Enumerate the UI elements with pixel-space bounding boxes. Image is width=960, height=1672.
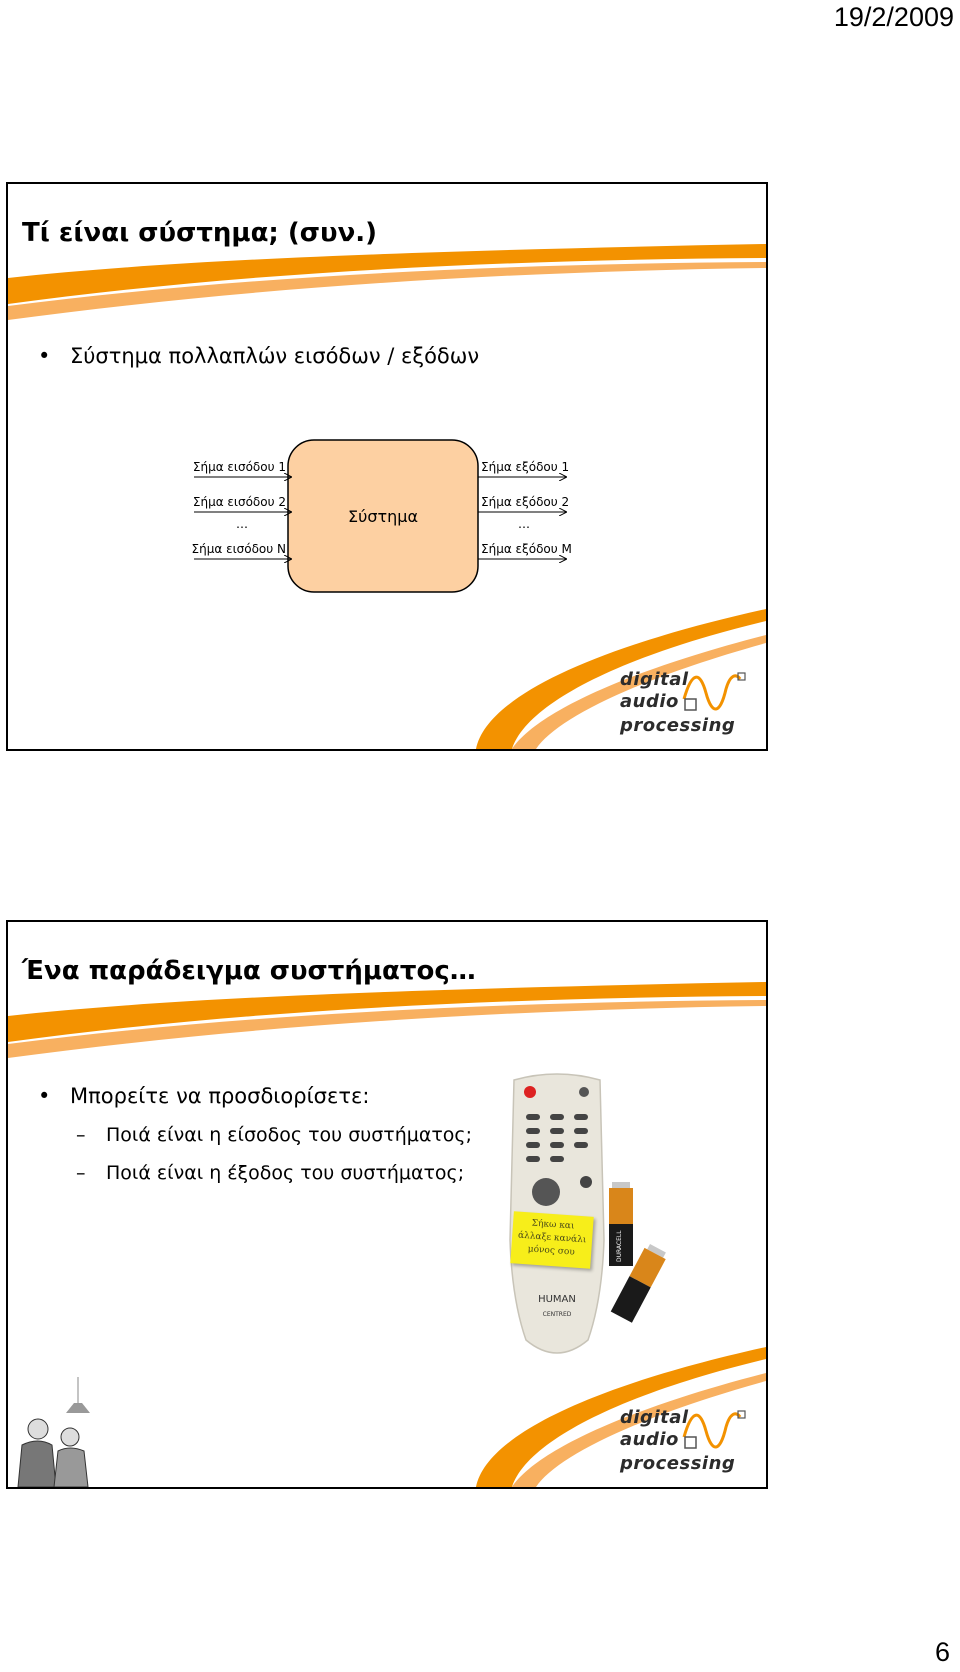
slide-2 (6, 920, 768, 1489)
slide-1 (6, 182, 768, 751)
output-label-1: Σήμα εξόδου 1 (481, 460, 570, 474)
digital-audio-processing-logo (620, 1407, 750, 1483)
slide-title: Τί είναι σύστημα; (συν.) (22, 218, 378, 248)
sub-bullet-item (76, 1124, 472, 1146)
logo-word-digital: digital (620, 1407, 689, 1428)
dash-mark: – (76, 1162, 86, 1184)
waveform-icon (682, 669, 750, 717)
slide-title: Ένα παράδειγμα συστήματος… (22, 956, 476, 986)
page-number: 6 (934, 1637, 950, 1667)
digital-audio-processing-logo (620, 669, 750, 745)
input-ellipsis: … (236, 517, 248, 531)
logo-word-processing: processing (620, 715, 736, 736)
output-ellipsis: … (518, 517, 530, 531)
sub-bullet-item (76, 1162, 464, 1184)
sub-bullet-text: Ποιά είναι η είσοδος του συστήματος; (106, 1124, 472, 1146)
remote-brand-human: HUMAN (538, 1294, 576, 1305)
input-label-n: Σήμα εισόδου Ν (191, 542, 286, 556)
batteries-image (606, 1180, 676, 1330)
system-label: Σύστημα (347, 507, 419, 526)
output-label-2: Σήμα εξόδου 2 (481, 495, 570, 509)
input-label-1: Σήμα εισόδου 1 (192, 460, 286, 474)
bullet-text: Σύστημα πολλαπλών εισόδων / εξόδων (70, 344, 480, 368)
logo-word-digital: digital (620, 669, 689, 690)
sub-bullet-text: Ποιά είναι η έξοδος του συστήματος; (106, 1162, 465, 1184)
logo-word-processing: processing (620, 1453, 736, 1474)
logo-word-audio: audio (620, 691, 679, 712)
sticky-note: Σήκω και άλλαξε κανάλι μόνος σου (510, 1211, 593, 1268)
bullet-text: Μπορείτε να προσδιορίσετε: (70, 1084, 370, 1108)
page-date: 19/2/2009 (833, 2, 954, 32)
cartoon-illustration (8, 1377, 102, 1487)
logo-word-audio: audio (620, 1429, 679, 1450)
waveform-icon (682, 1407, 750, 1455)
battery-label: DURACELL (616, 1230, 623, 1262)
bullet-mark: • (38, 1084, 51, 1108)
bullet-mark: • (38, 344, 51, 368)
dash-mark: – (76, 1124, 86, 1146)
input-label-2: Σήμα εισόδου 2 (192, 495, 286, 509)
output-label-m: Σήμα εξόδου Μ (481, 542, 572, 556)
bullet-item (38, 1084, 369, 1108)
title-swoosh (8, 982, 766, 1062)
remote-brand-centred: CENTRED (542, 1311, 572, 1318)
